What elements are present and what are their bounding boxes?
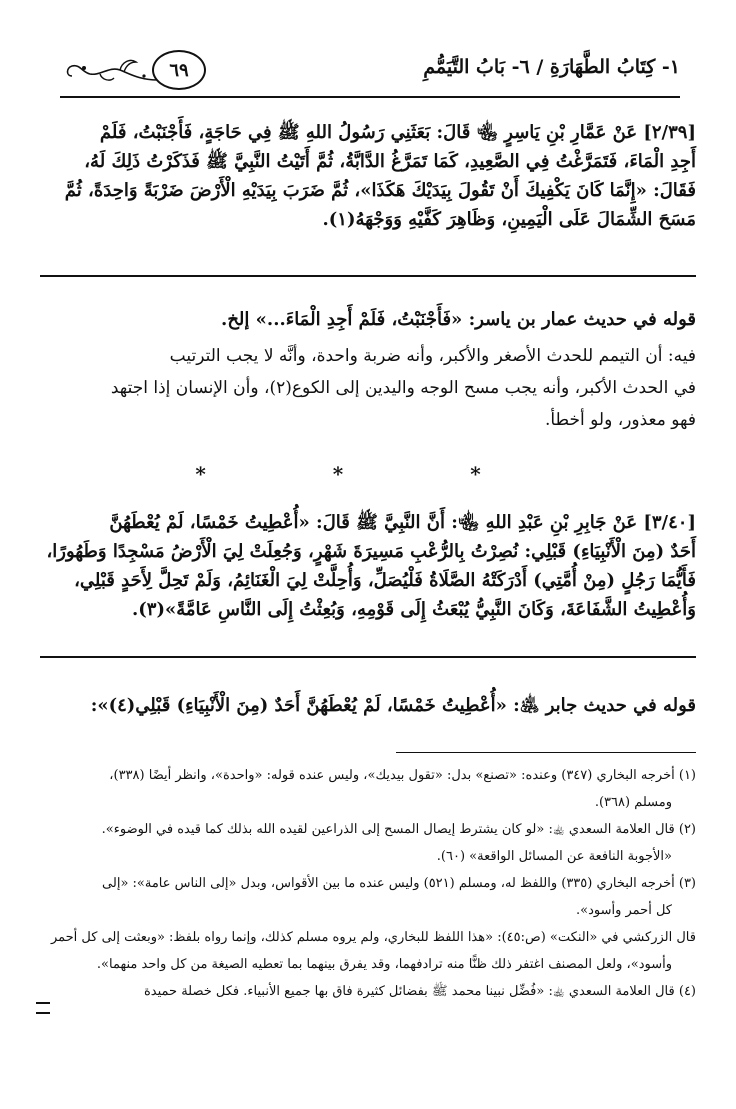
footnote-continuation: كل أحمر وأسود». <box>575 903 672 918</box>
hadith-number: [٢/٣٩] <box>643 122 696 143</box>
footnote-rule <box>396 752 696 753</box>
hadith-line-text: عَنْ عَمَّارِ بْنِ يَاسِرٍ ﵄ قَالَ: بَعَثَنِي رَسُولُ اللهِ ﷺ فِي حَاجَةٍ، فَأَجْنَبْتُ، فَلَمْ <box>99 122 638 143</box>
footnote-continuation: «الأجوبة النافعة عن المسائل الواقعة» (٦٠). <box>436 849 672 864</box>
footnote-continuation: وأسود»، ولعل المصنف اغتفر ذلك ظنًّا منه ترادفهما، وقد يفرق بينهما بما تعطيه الصيغة من كل واحد منهما». <box>96 957 672 972</box>
hadith-line <box>40 118 696 147</box>
hadith-line <box>40 508 696 537</box>
hadith-line: فَقَالَ: «إِنَّمَا كَانَ يَكْفِيكَ أَنْ تَقُولَ بِيَدَيْكَ هَكَذَا»، ثُمَّ ضَرَبَ بِيَدَيْهِ الْأَرْضَ ضَرْبَةً وَاحِدَةً، ثُمَّ <box>64 180 696 201</box>
footnote: (٣) أخرجه البخاري (٣٣٥) واللفظ له، ومسلم (٥٢١) وليس عنده ما بين الأقواس، وبدل «إلى الناس عامة»: «إلى <box>102 876 696 891</box>
footnote: (٢) قال العلامة السعدي ﵀: «لو كان يشترط إيصال المسح إلى الذراعين لقيده الله بذلك كما قيده في الوضوء». <box>101 822 696 837</box>
commentary <box>40 690 696 722</box>
hadith-line: أَحَدٌ (مِنَ الْأَنْبِيَاءِ) قَبْلِي: نُصِرْتُ بِالرُّعْبِ مَسِيرَةَ شَهْرٍ، وَجُعِلَتْ لِيَ الْأَرْضُ مَسْجِدًا وَطَهُورًا، <box>46 541 696 562</box>
hadith-line: وَأُعْطِيتُ الشَّفَاعَةَ، وَكَانَ النَّبِيُّ يُبْعَثُ إِلَى قَوْمِهِ، وَبُعِثْتُ إِلَى النَّاسِ عَامَّةً»(٣). <box>131 599 696 620</box>
continuation-mark <box>36 1002 50 1014</box>
page-header <box>60 52 680 92</box>
hadith-text <box>40 508 696 624</box>
commentary-line: فهو معذور، ولو أخطأ. <box>544 410 696 430</box>
footnote: (١) أخرجه البخاري (٣٤٧) وعنده: «تصنع» بدل: «تقول بيديك»، وليس عنده قوله: «واحدة»، وانظر أيضًا (٣٣٨)، <box>109 768 696 783</box>
footnotes <box>40 762 696 1005</box>
section-rule <box>40 275 696 277</box>
hadith-line: فَأَيُّمَا رَجُلٍ (مِنْ أُمَّتِي) أَدْرَكَتْهُ الصَّلَاةُ فَلْيُصَلِّ، وَأُحِلَّتْ لِيَ الْغَنَائِمُ، وَلَمْ تَحِلَّ لِأَحَدٍ قَبْلِي، <box>74 570 696 591</box>
footnote-continuation: ومسلم (٣٦٨). <box>594 795 672 810</box>
commentary-lead: قوله في حديث جابر ﵁: «أُعْطِيتُ خَمْسًا، لَمْ يُعْطَهُنَّ أَحَدٌ (مِنَ الْأَنْبِيَاءِ) قَبْلِي(٤)»: <box>90 695 696 716</box>
hadith-line: مَسَحَ الشِّمَالَ عَلَى الْيَمِينِ، وَظَاهِرَ كَفَّيْهِ وَوَجْهَهُ(١). <box>322 209 696 230</box>
hadith-line-text: عَنْ جَابِرِ بْنِ عَبْدِ اللهِ ﵄: أَنَّ النَّبِيَّ ﷺ قَالَ: «أُعْطِيتُ خَمْسًا، لَمْ يُعْطَهُنَّ <box>109 512 638 533</box>
footnote: قال الزركشي في «النكت» (ص:٤٥): «هذا اللفظ للبخاري، ولم يروه مسلم كذلك، وإنما رواه بلفظ: «وبعثت إلى كل أحمر <box>50 930 696 945</box>
header-rule <box>60 96 680 98</box>
page-number: ٦٩ <box>152 50 206 90</box>
hadith-number: [٣/٤٠] <box>643 512 696 533</box>
commentary-line: في الحدث الأكبر، وأنه يجب مسح الوجه واليدين إلى الكوع(٢)، وأن الإنسان إذا اجتهد <box>110 378 696 398</box>
running-title: ١- كِتَابُ الطَّهَارَةِ / ٦- بَابُ التَّيَمُّمِ <box>423 56 680 78</box>
ornament-icon <box>60 54 160 88</box>
footnote: (٤) قال العلامة السعدي ﵀: «فُضِّل نبينا محمد ﷺ بفضائل كثيرة فاق بها جميع الأنبياء. فكل خصلة حميدة <box>143 984 696 999</box>
commentary <box>40 304 696 436</box>
section-separator: * * * <box>195 462 541 486</box>
commentary-line: فيه: أن التيمم للحدث الأصغر والأكبر، وأنه ضربة واحدة، وأنَّه لا يجب الترتيب <box>169 346 696 366</box>
hadith-line: أَجِدِ الْمَاءَ، فَتَمَرَّغْتُ فِي الصَّعِيدِ، كَمَا تَمَرَّغُ الدَّابَّةُ، ثُمَّ أَتَيْتُ النَّبِيَّ ﷺ فَذَكَرْتُ ذَلِكَ لَهُ، <box>84 151 696 172</box>
hadith-text <box>40 118 696 234</box>
section-rule <box>40 656 696 658</box>
commentary-lead: قوله في حديث عمار بن ياسر: «فَأَجْنَبْتُ، فَلَمْ أَجِدِ الْمَاءَ...» إلخ. <box>221 309 696 330</box>
